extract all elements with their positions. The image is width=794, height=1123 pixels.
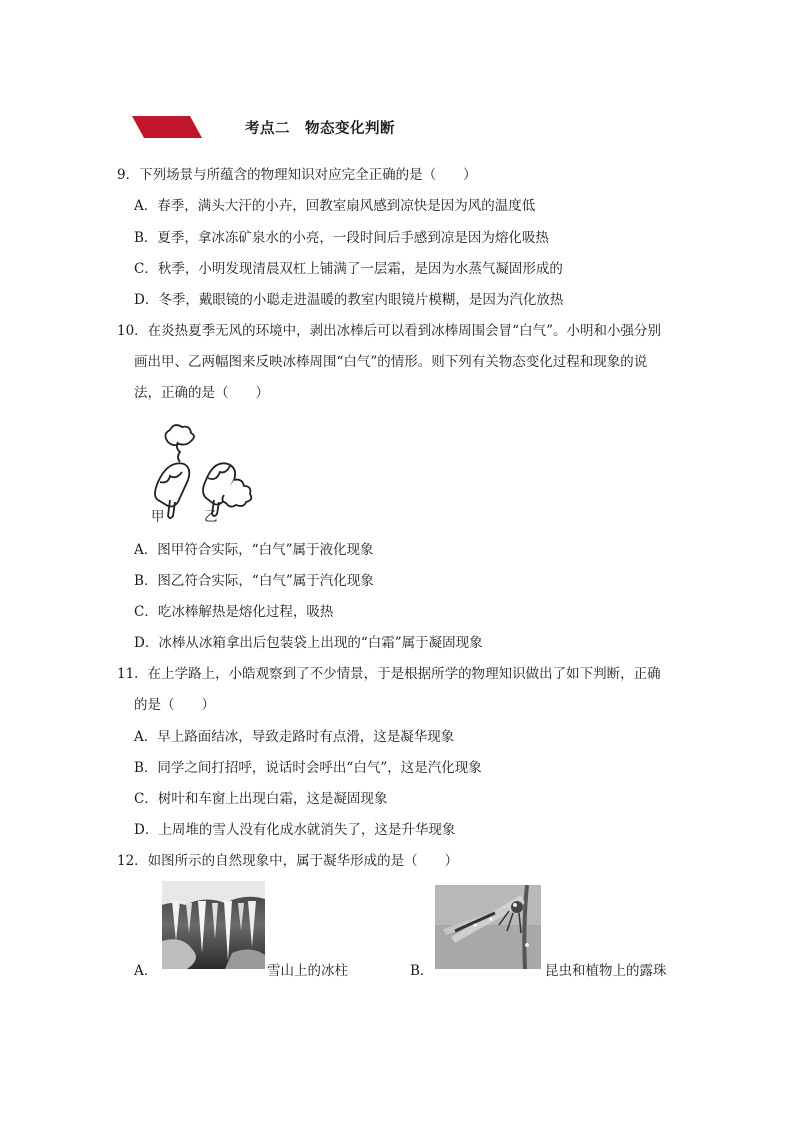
q10-stem-line-2: 画出甲、乙两幅图来反映冰棒周围“白气”的情形。则下列有关物态变化过程和现象的说: [134, 354, 648, 370]
q12-stem: 12．如图所示的自然现象中，属于凝华形成的是（ ）: [117, 853, 459, 869]
section-banner: [132, 116, 204, 138]
q9-option-c: C．秋季，小明发现清晨双杠上铺满了一层霜，是因为水蒸气凝固形成的: [134, 261, 563, 277]
icicles-photo: [162, 881, 265, 969]
q10-option-b: B．图乙符合实际，“白气”属于汽化现象: [134, 573, 374, 589]
q12-choice-a-letter: A．: [134, 963, 158, 979]
dragonfly-dew-photo: [435, 885, 541, 969]
q9-option-d: D．冬季，戴眼镜的小聪走进温暖的教室内眼镜片模糊，是因为汽化放热: [134, 292, 564, 308]
q10-stem-line-3: 法，正确的是（ ）: [134, 385, 269, 401]
q11-option-c: C．树叶和车窗上出现白霜，这是凝固现象: [134, 791, 388, 807]
q9-option-b: B．夏季，拿冰冻矿泉水的小亮，一段时间后手感到凉是因为熔化吸热: [134, 230, 549, 246]
q10-option-c: C．吃冰棒解热是熔化过程，吸热: [134, 604, 334, 620]
q10-option-d: D．冰棒从冰箱拿出后包装袋上出现的“白霜”属于凝固现象: [134, 635, 483, 651]
section-header: [132, 114, 552, 140]
popsicle-figure: [148, 420, 258, 525]
q10-stem-line-1: 10．在炎热夏季无风的环境中，剥出冰棒后可以看到冰棒周围会冒“白气”。小明和小强分别: [117, 323, 661, 339]
q11-option-b: B．同学之间打招呼，说话时会呼出“白气”，这是汽化现象: [134, 760, 482, 776]
q9-option-a: A．春季，满头大汗的小卉，回教室扇风感到凉快是因为风的温度低: [134, 198, 536, 214]
section-title: 考点二 物态变化判断: [245, 120, 395, 137]
q11-option-a: A．早上路面结冰，导致走路时有点滑，这是凝华现象: [134, 729, 455, 745]
figure-label-jia: 甲: [151, 509, 165, 525]
q12-choice-b-letter: B．: [410, 963, 434, 979]
q11-stem-line-2: 的是（ ）: [134, 697, 215, 713]
q10-option-a: A．图甲符合实际，“白气”属于液化现象: [134, 542, 374, 558]
q12-choice-a-caption: 雪山上的冰柱: [267, 963, 348, 979]
q11-stem-line-1: 11．在上学路上，小皓观察到了不少情景，于是根据所学的物理知识做出了如下判断，正确: [117, 666, 661, 682]
figure-label-yi: 乙: [204, 509, 218, 525]
q12-choice-b-caption: 昆虫和植物上的露珠: [545, 963, 667, 979]
q9-stem: 9．下列场景与所蕴含的物理知识对应完全正确的是（ ）: [117, 167, 477, 183]
q11-option-d: D．上周堆的雪人没有化成水就消失了，这是升华现象: [134, 822, 456, 838]
